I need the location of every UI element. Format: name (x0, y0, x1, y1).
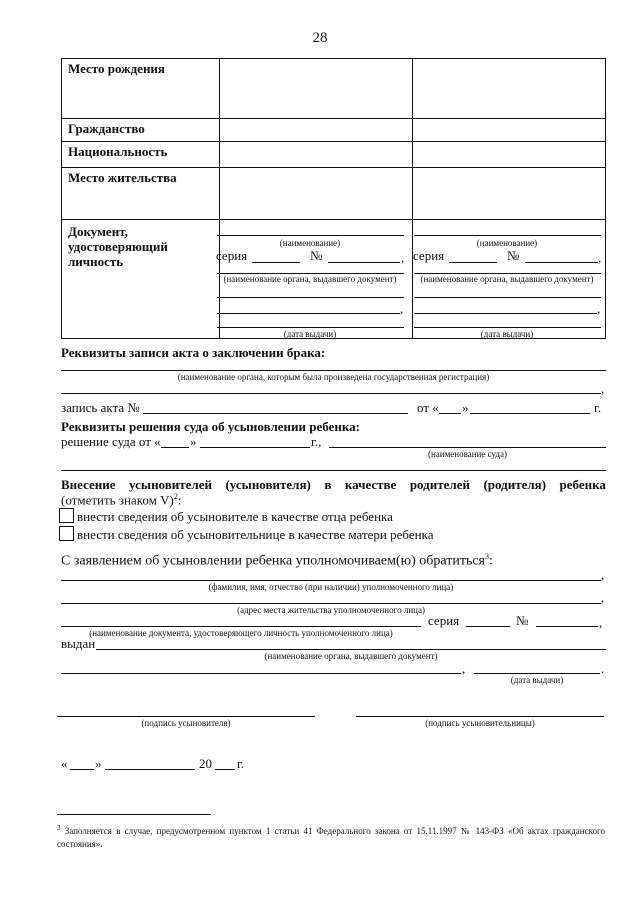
proxy-series-label: серия (428, 613, 460, 628)
marriage-org-line[interactable] (61, 370, 606, 371)
date-year-suffix: г. (237, 756, 245, 771)
proxy-issue-date-field[interactable] (474, 673, 600, 674)
footnote-number: 3 (57, 824, 61, 832)
option-mother[interactable] (59, 526, 433, 543)
marriage-org-line-2[interactable] (61, 393, 601, 394)
caption-signature-adopter-m: (подпись усыновителя) (141, 718, 231, 728)
date-open-quote: « (61, 756, 68, 771)
court-name-field[interactable] (329, 447, 606, 448)
issuer-line-2c[interactable] (414, 313, 597, 314)
court-heading: Реквизиты решения суда об усыновлении ребенка: (61, 419, 360, 434)
option-father[interactable] (59, 508, 393, 525)
record-year-suffix: г. (594, 400, 602, 415)
issue-date-line-1[interactable] (217, 327, 404, 328)
id-name-line-1[interactable] (217, 235, 404, 236)
court-year-suffix: г., (311, 434, 322, 449)
date-year-prefix: 20 (199, 756, 212, 771)
number-label-1: № (310, 248, 323, 263)
record-month-year-field[interactable] (470, 413, 590, 414)
caption-proxy-doc: (наименование документа, удостоверяющего личность уполномоченного лица) (89, 628, 393, 638)
footnote-separator (57, 814, 211, 815)
proxy-issued-label: выдан (61, 636, 96, 651)
proxy-address-field[interactable] (61, 603, 601, 604)
date-year-field[interactable] (215, 769, 235, 770)
caption-issue-date-2: (дата выдачи) (480, 329, 534, 339)
proxy-fio-field[interactable] (61, 580, 601, 581)
cell-citizenship-adopter-1[interactable] (220, 119, 413, 142)
cell-residence-adopter-2[interactable] (413, 168, 606, 220)
proxy-series-field[interactable] (466, 626, 510, 627)
cell-birth-place-adopter-2[interactable] (413, 59, 606, 119)
cell-nationality-adopter-2[interactable] (413, 142, 606, 168)
court-name-line-2[interactable] (61, 470, 606, 471)
cell-nationality-adopter-1[interactable] (220, 142, 413, 168)
series-label-2: серия (413, 248, 445, 263)
record-number-field[interactable] (143, 413, 408, 414)
cell-birth-place-adopter-1[interactable] (220, 59, 413, 119)
issuer-line-1b[interactable] (217, 297, 404, 298)
date-month-field[interactable] (105, 769, 195, 770)
signature-adopter-f-field[interactable] (356, 716, 604, 717)
number-label-2: № (507, 248, 520, 263)
proxy-doc-field[interactable] (61, 626, 421, 627)
caption-marriage-org: (наименование органа, которым была произведена государственная регистрация) (177, 372, 490, 382)
record-from-label: от « (417, 400, 439, 415)
caption-court-name: (наименование суда) (427, 449, 507, 459)
footnote-text: Заполняется в случае, предусмотренном пунктом 1 статьи 41 Федерального закона от 15.11.1997 № 143-ФЗ «Об актах гражданского состояния». (57, 826, 605, 849)
series-label-1: серия (216, 248, 248, 263)
caption-issuer-2: (наименование органа, выдавшего документ) (420, 274, 594, 284)
option-father-label: внести сведения об усыновителе в качестве отца ребенка (77, 509, 393, 524)
number-field-1[interactable] (328, 262, 400, 263)
court-month-year-field[interactable] (200, 447, 310, 448)
caption-proxy-issue-date: (дата выдачи) (510, 675, 564, 685)
label-nationality: Национальность (62, 142, 220, 168)
label-birth-place: Место рождения (62, 59, 220, 119)
label-id-document: Документ, удостоверяющий личность (62, 220, 220, 339)
entry-heading: Внесение усыновителей (усыновителя) в качестве родителей (родителя) ребенка (61, 477, 606, 492)
proxy-number-field[interactable] (536, 626, 598, 627)
entry-note: (отметить знаком V)$^2$: (61, 492, 182, 508)
proxy-issuer-field[interactable] (96, 649, 606, 650)
cell-residence-adopter-1[interactable] (220, 168, 413, 220)
id-name-line-2[interactable] (414, 235, 601, 236)
caption-issue-date-1: (дата выдачи) (283, 329, 337, 339)
caption-issuer-1: (наименование органа, выдавшего документ) (223, 274, 397, 284)
footnote (57, 822, 605, 851)
issue-date-line-2[interactable] (414, 327, 601, 328)
option-mother-label: внести сведения об усыновительнице в качестве матери ребенка (77, 527, 434, 542)
court-day-field[interactable] (161, 447, 189, 448)
label-citizenship: Гражданство (62, 119, 220, 142)
mother-checkbox[interactable] (59, 526, 74, 541)
record-label: запись акта № (61, 400, 140, 415)
date-day-field[interactable] (70, 769, 94, 770)
series-field-2[interactable] (449, 262, 497, 263)
court-decision-label: решение суда от « (61, 434, 161, 449)
father-checkbox[interactable] (59, 508, 74, 523)
caption-proxy-address: (адрес места жительства уполномоченного лица) (237, 605, 425, 615)
issuer-line-1c[interactable] (217, 313, 400, 314)
record-day-field[interactable] (439, 413, 461, 414)
proxy-issuer-field-2[interactable] (61, 673, 461, 674)
label-residence: Место жительства (62, 168, 220, 220)
issuer-line-2b[interactable] (414, 297, 601, 298)
proxy-number-label: № (516, 613, 529, 628)
caption-id-name-1: (наименование) (279, 238, 341, 248)
caption-proxy-fio: (фамилия, имя, отчество (при наличии) уполномоченного лица) (208, 582, 454, 592)
number-field-2[interactable] (525, 262, 598, 263)
signature-adopter-m-field[interactable] (57, 716, 315, 717)
caption-id-name-2: (наименование) (476, 238, 538, 248)
cell-citizenship-adopter-2[interactable] (413, 119, 606, 142)
page-number: 28 (312, 30, 328, 46)
series-field-1[interactable] (252, 262, 300, 263)
proxy-heading: С заявлением об усыновлении ребенка уполномочиваем(ю) обратиться$^3$: (61, 552, 493, 569)
caption-signature-adopter-f: (подпись усыновительницы) (425, 718, 535, 728)
marriage-heading: Реквизиты записи акта о заключении брака: (61, 345, 326, 360)
caption-proxy-issuer: (наименование органа, выдавшего документ) (264, 651, 438, 661)
